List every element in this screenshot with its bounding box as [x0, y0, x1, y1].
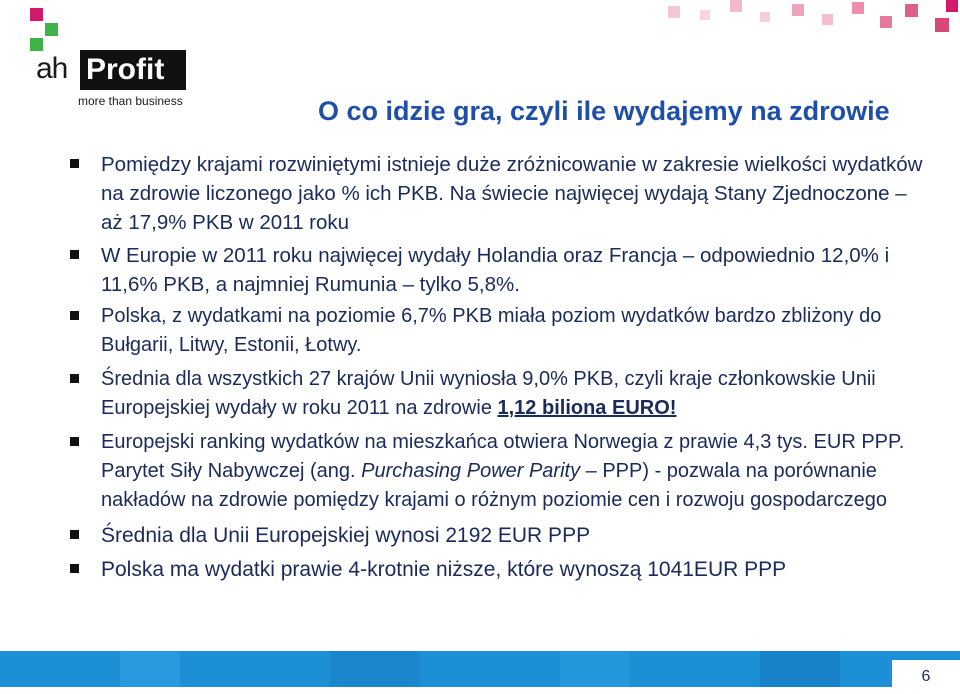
bullet-italic-term: Purchasing Power Parity [361, 460, 581, 482]
decor-square [946, 0, 958, 12]
decor-square [905, 4, 918, 17]
bullet-text: Średnia dla wszystkich 27 krajów Unii wyniosła 9,0% PKB, czyli kraje członkowskie Unii Europejskiej wydały w roku 2011 na zdrowie [101, 368, 876, 419]
footer-strip [120, 651, 180, 687]
decor-square [822, 14, 833, 25]
list-item [70, 302, 930, 360]
bullet-square-icon [70, 437, 79, 446]
bullet-text: Polska ma wydatki prawie 4-krotnie niższe, które wynoszą 1041EUR PPP [101, 558, 787, 581]
decor-square [935, 18, 949, 32]
bullet-square-icon [70, 374, 79, 383]
footer-bar [0, 651, 960, 687]
bullet-text: – PPP) - pozwala na porównanie nakładów na zdrowie pomiędzy krajami o różnym poziomie cen i rozwoju gospodarczego [101, 460, 887, 511]
decor-square [730, 0, 742, 12]
bullet-square-icon [70, 311, 79, 320]
slide-title: O co idzie gra, czyli ile wydajemy na zdrowie [318, 96, 890, 126]
bullet-text: Polska, z wydatkami na poziomie 6,7% PKB miała poziom wydatków bardzo zbliżony do Bułgarii, Litwy, Estonii, Łotwy. [101, 305, 882, 356]
list-item [70, 555, 930, 584]
logo-square-green [45, 23, 58, 36]
list-item [70, 521, 930, 550]
bullet-text: Pomiędzy krajami rozwiniętymi istnieje duże zróżnicowanie w zakresie wielkości wydatków na zdrowie liczonego jako % ich PKB. Na świecie najwięcej wydają Stany Zjednoczone – aż 17,9% PKB w 2011 roku [101, 153, 923, 234]
list-item [70, 150, 930, 237]
decor-square [700, 10, 710, 20]
bullet-text: Europejski ranking wydatków na mieszkańca otwiera Norwegia z prawie 4,3 tys. EUR PPP. Parytet Siły Nabywczej (ang. [101, 431, 905, 482]
footer-strip [760, 651, 840, 687]
list-item [70, 428, 930, 515]
bullet-list [70, 150, 930, 584]
footer-strip [330, 651, 420, 687]
bullet-text: Średnia dla Unii Europejskiej wynosi 2192 EUR PPP [101, 524, 591, 547]
logo-square-green [30, 38, 43, 51]
decor-square [792, 4, 804, 16]
footer-strip [560, 651, 630, 687]
page-number: 6 [892, 660, 960, 687]
logo-tagline: more than business [78, 94, 183, 108]
bullet-square-icon [70, 530, 79, 539]
list-item [70, 241, 930, 299]
logo-prefix: ah [36, 52, 68, 85]
decor-square [852, 2, 864, 14]
decor-square [760, 12, 770, 22]
logo-square-pink [30, 8, 43, 21]
logo-brand-name: Profit [80, 50, 186, 90]
decor-square [880, 16, 892, 28]
bullet-highlight: 1,12 biliona EURO! [497, 397, 677, 419]
bullet-square-icon [70, 159, 79, 168]
bullet-square-icon [70, 250, 79, 259]
ahprofit-logo [30, 8, 190, 112]
bullet-square-icon [70, 564, 79, 573]
list-item [70, 365, 930, 423]
bullet-text: W Europie w 2011 roku najwięcej wydały Holandia oraz Francja – odpowiednio 12,0% i 11,6% PKB, a najmniej Rumunia – tylko 5,8%. [101, 244, 890, 296]
decor-square [668, 6, 680, 18]
